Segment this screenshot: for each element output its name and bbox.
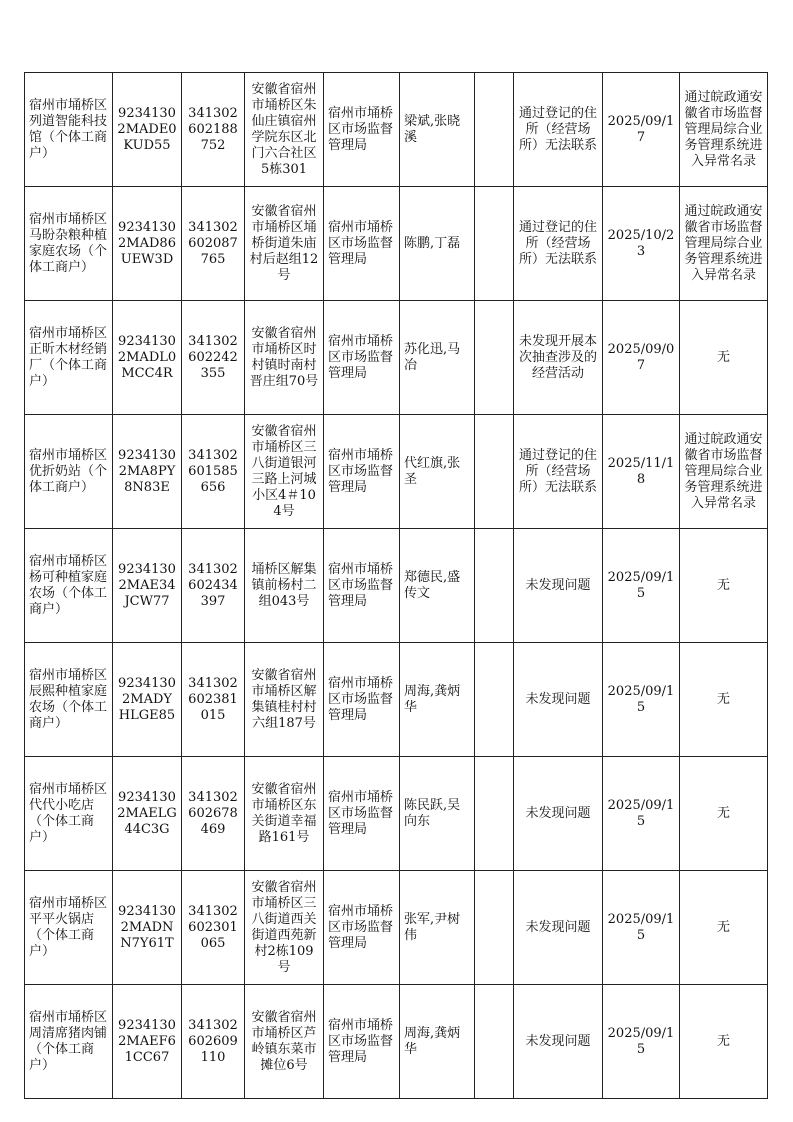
- inspection-date-cell: 2025/09/15: [603, 871, 680, 985]
- inspection-result-cell: 未发现开展本次抽查涉及的经营活动: [514, 301, 603, 415]
- inspectors-cell: 苏化迅,马冶: [400, 301, 475, 415]
- handling-action-cell: 无: [680, 301, 768, 415]
- table-row: [25, 301, 768, 415]
- credit-code-cell: 92341302MAE34JCW77: [113, 529, 182, 643]
- inspection-date-cell: 2025/09/15: [603, 529, 680, 643]
- inspection-result-cell: 未发现问题: [514, 871, 603, 985]
- inspectors-cell: 陈民跃,吴向东: [400, 757, 475, 871]
- business-name-cell: 宿州市埇桥区正昕木材经销厂（个体工商户）: [25, 301, 113, 415]
- address-cell: 安徽省宿州市埇桥区东关街道幸福路161号: [245, 757, 324, 871]
- authority-cell: 宿州市埇桥区市场监督管理局: [324, 643, 400, 757]
- empty-cell: [475, 757, 514, 871]
- empty-cell: [475, 73, 514, 187]
- business-name-cell: 宿州市埇桥区杨可种植家庭农场（个体工商户）: [25, 529, 113, 643]
- inspection-date-cell: 2025/10/23: [603, 187, 680, 301]
- handling-action-cell: 无: [680, 871, 768, 985]
- empty-cell: [475, 985, 514, 1099]
- table-row: [25, 73, 768, 187]
- table-row: [25, 757, 768, 871]
- business-name-cell: 宿州市埇桥区马盼杂粮种植家庭农场（个体工商户）: [25, 187, 113, 301]
- authority-cell: 宿州市埇桥区市场监督管理局: [324, 415, 400, 529]
- handling-action-cell: 通过皖政通安徽省市场监督管理局综合业务管理系统进入异常名录: [680, 73, 768, 187]
- authority-cell: 宿州市埇桥区市场监督管理局: [324, 871, 400, 985]
- inspectors-cell: 郑德民,盛传文: [400, 529, 475, 643]
- credit-code-cell: 92341302MAELG44C3G: [113, 757, 182, 871]
- inspection-result-cell: 未发现问题: [514, 985, 603, 1099]
- inspectors-cell: 周海,龚炳华: [400, 985, 475, 1099]
- address-cell: 安徽省宿州市埇桥区朱仙庄镇宿州学院东区北门六合社区5栋301: [245, 73, 324, 187]
- address-cell: 安徽省宿州市埇桥区三八街道西关街道西苑新村2栋109号: [245, 871, 324, 985]
- empty-cell: [475, 871, 514, 985]
- credit-code-cell: 92341302MADE0KUD55: [113, 73, 182, 187]
- handling-action-cell: 通过皖政通安徽省市场监督管理局综合业务管理系统进入异常名录: [680, 187, 768, 301]
- handling-action-cell: 无: [680, 643, 768, 757]
- empty-cell: [475, 415, 514, 529]
- registration-number-cell: 341302602678469: [182, 757, 245, 871]
- authority-cell: 宿州市埇桥区市场监督管理局: [324, 187, 400, 301]
- registration-number-cell: 341302602242355: [182, 301, 245, 415]
- registration-number-cell: 341302602188752: [182, 73, 245, 187]
- credit-code-cell: 92341302MA8PY8N83E: [113, 415, 182, 529]
- table-body: [25, 73, 768, 1099]
- business-name-cell: 宿州市埇桥区列道智能科技馆（个体工商户）: [25, 73, 113, 187]
- credit-code-cell: 92341302MAEF61CC67: [113, 985, 182, 1099]
- inspectors-cell: 代红旗,张圣: [400, 415, 475, 529]
- address-cell: 安徽省宿州市埇桥区芦岭镇东菜市摊位6号: [245, 985, 324, 1099]
- table-row: [25, 985, 768, 1099]
- business-name-cell: 宿州市埇桥区周清席猪肉铺（个体工商户）: [25, 985, 113, 1099]
- handling-action-cell: 无: [680, 529, 768, 643]
- authority-cell: 宿州市埇桥区市场监督管理局: [324, 985, 400, 1099]
- address-cell: 埇桥区解集镇前杨村二组043号: [245, 529, 324, 643]
- registration-number-cell: 341302602381015: [182, 643, 245, 757]
- credit-code-cell: 92341302MADNN7Y61T: [113, 871, 182, 985]
- table-row: [25, 415, 768, 529]
- table-row: [25, 187, 768, 301]
- inspection-result-cell: 未发现问题: [514, 643, 603, 757]
- credit-code-cell: 92341302MAD86UEW3D: [113, 187, 182, 301]
- inspectors-cell: 张军,尹树伟: [400, 871, 475, 985]
- inspection-result-cell: 通过登记的住所（经营场所）无法联系: [514, 187, 603, 301]
- inspection-results-table: [24, 72, 768, 1099]
- inspection-result-cell: 通过登记的住所（经营场所）无法联系: [514, 415, 603, 529]
- inspectors-cell: 陈鹏,丁磊: [400, 187, 475, 301]
- handling-action-cell: 无: [680, 757, 768, 871]
- table-row: [25, 529, 768, 643]
- business-name-cell: 宿州市埇桥区辰熙种植家庭农场（个体工商户）: [25, 643, 113, 757]
- inspection-result-cell: 通过登记的住所（经营场所）无法联系: [514, 73, 603, 187]
- registration-number-cell: 341302602609110: [182, 985, 245, 1099]
- registration-number-cell: 341302601585656: [182, 415, 245, 529]
- business-name-cell: 宿州市埇桥区平平火锅店（个体工商户）: [25, 871, 113, 985]
- inspection-date-cell: 2025/09/07: [603, 301, 680, 415]
- inspection-result-cell: 未发现问题: [514, 757, 603, 871]
- address-cell: 安徽省宿州市埇桥区埇桥街道朱庙村后赵组12号: [245, 187, 324, 301]
- table-row: [25, 643, 768, 757]
- handling-action-cell: 通过皖政通安徽省市场监督管理局综合业务管理系统进入异常名录: [680, 415, 768, 529]
- address-cell: 安徽省宿州市埇桥区解集镇桂村村六组187号: [245, 643, 324, 757]
- empty-cell: [475, 301, 514, 415]
- registration-number-cell: 341302602434397: [182, 529, 245, 643]
- registration-number-cell: 341302602301065: [182, 871, 245, 985]
- inspection-date-cell: 2025/09/15: [603, 985, 680, 1099]
- authority-cell: 宿州市埇桥区市场监督管理局: [324, 301, 400, 415]
- empty-cell: [475, 529, 514, 643]
- business-name-cell: 宿州市埇桥区优折奶站（个体工商户）: [25, 415, 113, 529]
- business-name-cell: 宿州市埇桥区代代小吃店（个体工商户）: [25, 757, 113, 871]
- inspection-date-cell: 2025/09/15: [603, 757, 680, 871]
- inspection-date-cell: 2025/11/18: [603, 415, 680, 529]
- handling-action-cell: 无: [680, 985, 768, 1099]
- empty-cell: [475, 643, 514, 757]
- address-cell: 安徽省宿州市埇桥区三八街道银河三路上河城小区4＃104号: [245, 415, 324, 529]
- authority-cell: 宿州市埇桥区市场监督管理局: [324, 757, 400, 871]
- inspectors-cell: 周海,龚炳华: [400, 643, 475, 757]
- authority-cell: 宿州市埇桥区市场监督管理局: [324, 73, 400, 187]
- inspection-date-cell: 2025/09/17: [603, 73, 680, 187]
- inspectors-cell: 梁斌,张晓溪: [400, 73, 475, 187]
- credit-code-cell: 92341302MADL0MCC4R: [113, 301, 182, 415]
- inspection-result-cell: 未发现问题: [514, 529, 603, 643]
- table-row: [25, 871, 768, 985]
- empty-cell: [475, 187, 514, 301]
- registration-number-cell: 341302602087765: [182, 187, 245, 301]
- credit-code-cell: 92341302MADYHLGE85: [113, 643, 182, 757]
- address-cell: 安徽省宿州市埇桥区时村镇时南村晋庄组70号: [245, 301, 324, 415]
- authority-cell: 宿州市埇桥区市场监督管理局: [324, 529, 400, 643]
- inspection-date-cell: 2025/09/15: [603, 643, 680, 757]
